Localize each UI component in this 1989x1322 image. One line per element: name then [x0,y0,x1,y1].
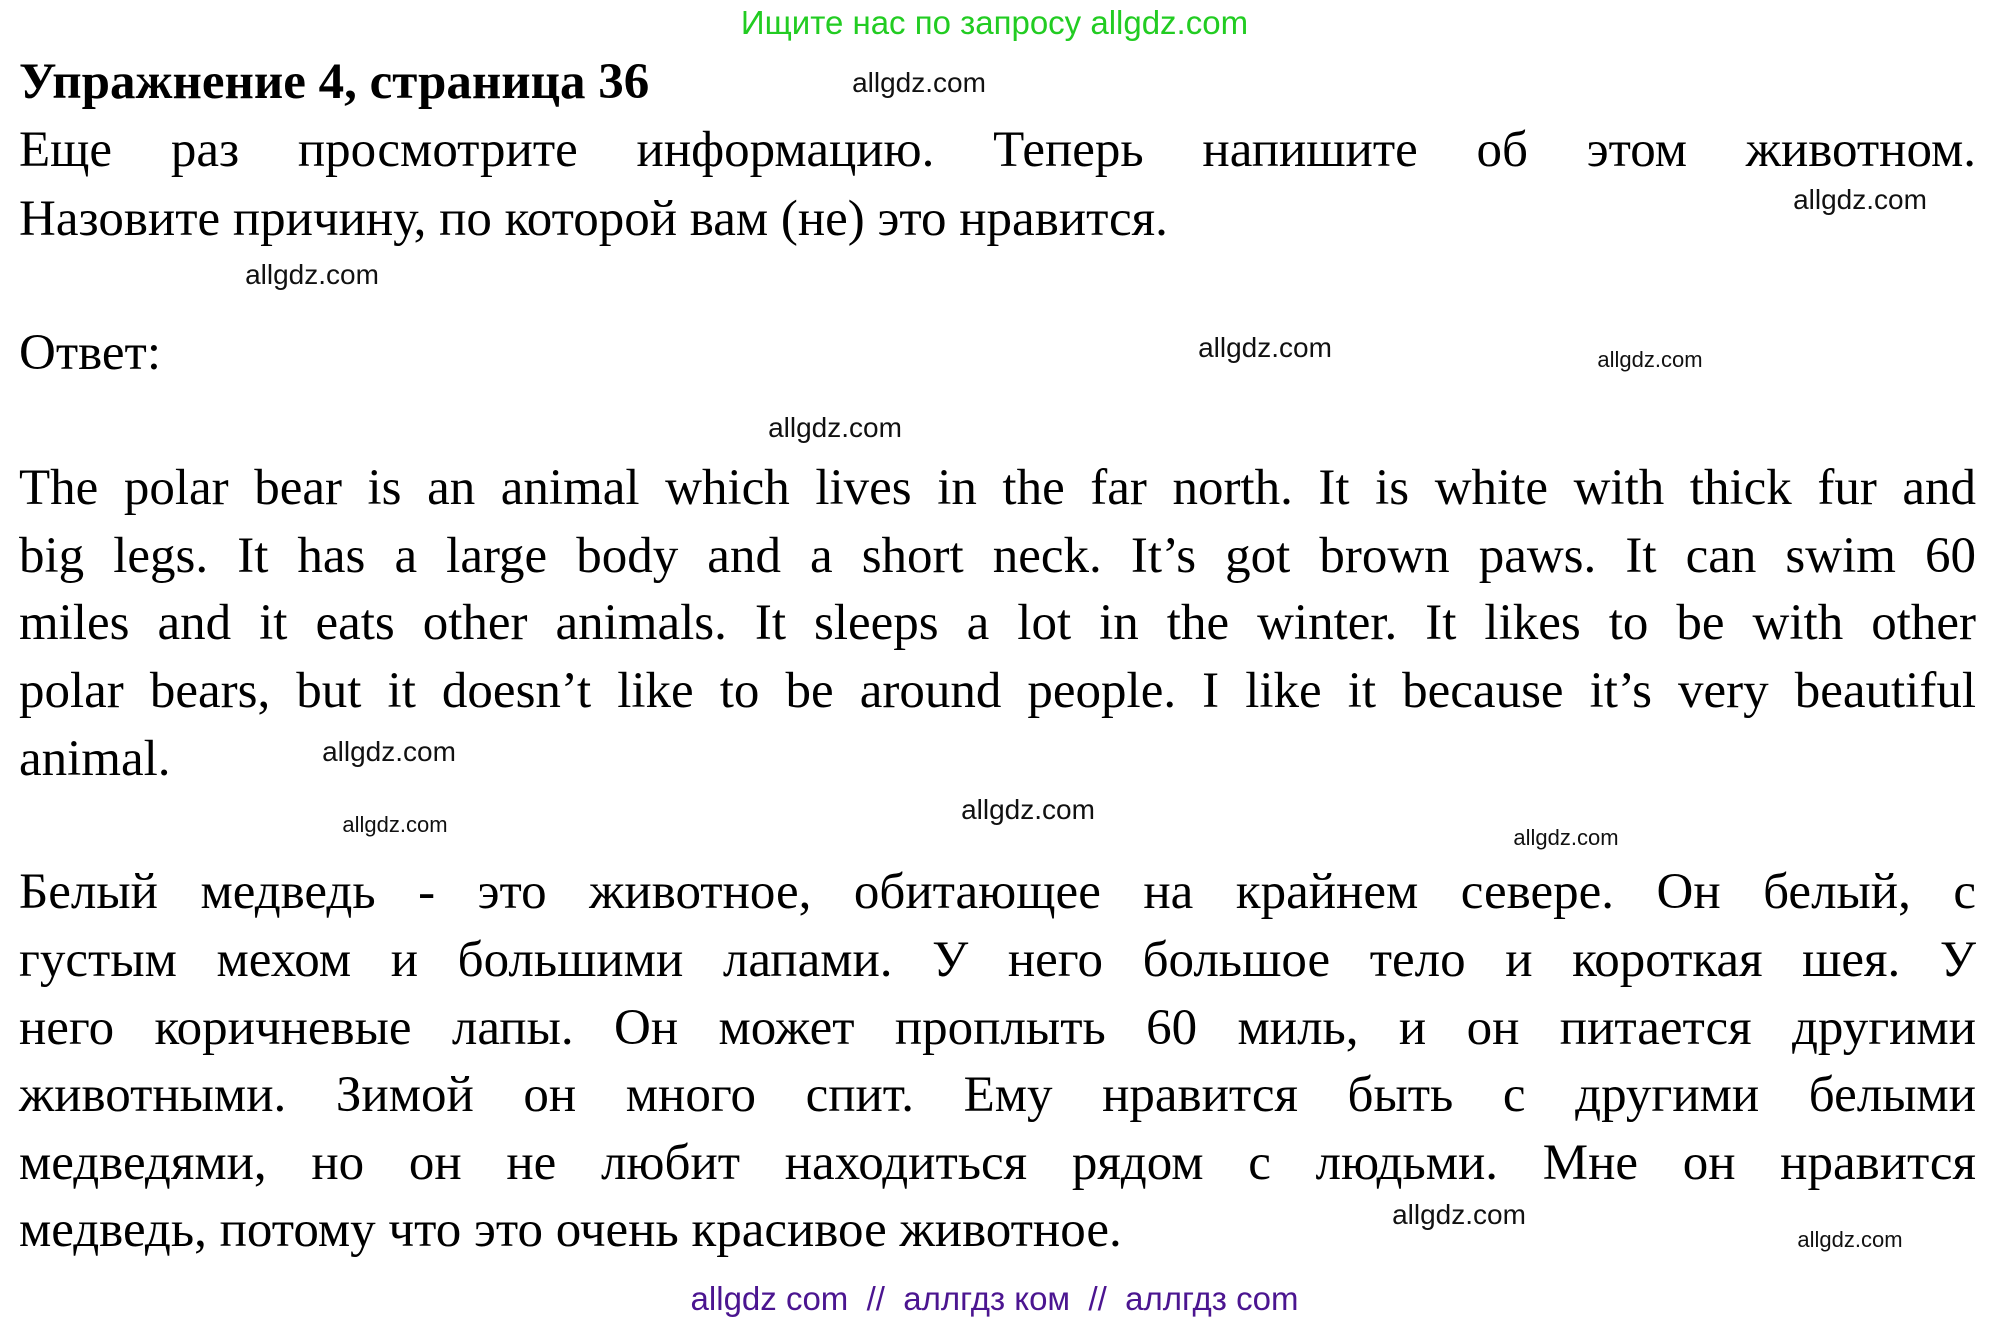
russian-line: него коричневые лапы. Он может проплыть 60 миль, и он питается другими [19,1000,1976,1056]
watermark: allgdz.com [1597,347,1703,372]
russian-line: медведь, потому что это очень красивое животное. [19,1202,1122,1258]
watermark: allgdz.com [245,259,379,290]
watermark: allgdz.com [1513,825,1619,850]
watermark: allgdz.com [961,794,1095,825]
watermark: allgdz.com [322,736,456,767]
english-line: polar bears, but it doesn’t like to be around people. I like it because it’s very beautiful [19,663,1976,719]
watermark: allgdz.com [342,812,448,837]
watermark: allgdz.com [1198,332,1332,363]
english-line: The polar bear is an animal which lives in the far north. It is white with thick fur and [19,460,1976,516]
english-line: big legs. It has a large body and a short neck. It’s got brown paws. It can swim 60 [19,528,1976,584]
watermark: allgdz.com [1797,1227,1903,1252]
watermark: allgdz.com [768,412,902,443]
english-line: animal. [19,731,171,787]
watermark: allgdz.com [852,67,986,98]
footer-watermark: allgdz com // аллгдз ком // аллгдз com [690,1280,1299,1317]
russian-line: медведями, но он не любит находиться рядом с людьми. Мне он нравится [19,1135,1976,1191]
russian-line: животными. Зимой он много спит. Ему нравится быть с другими белыми [19,1067,1976,1123]
english-line: miles and it eats other animals. It sleeps a lot in the winter. It likes to be with other [19,595,1976,651]
watermark: allgdz.com [1793,184,1927,215]
watermark: allgdz.com [1392,1199,1526,1230]
answer-label: Ответ: [19,325,161,381]
russian-line: густым мехом и большими лапами. У него большое тело и короткая шея. У [19,932,1976,988]
top-search-note: Ищите нас по запросу allgdz.com [740,4,1249,41]
exercise-heading: Упражнение 4, страница 36 [19,54,650,110]
task-line: Еще раз просмотрите информацию. Теперь напишите об этом животном. [19,122,1976,178]
task-line: Назовите причину, по которой вам (не) это нравится. [19,191,1168,247]
russian-line: Белый медведь - это животное, обитающее на крайнем севере. Он белый, с [19,864,1976,920]
